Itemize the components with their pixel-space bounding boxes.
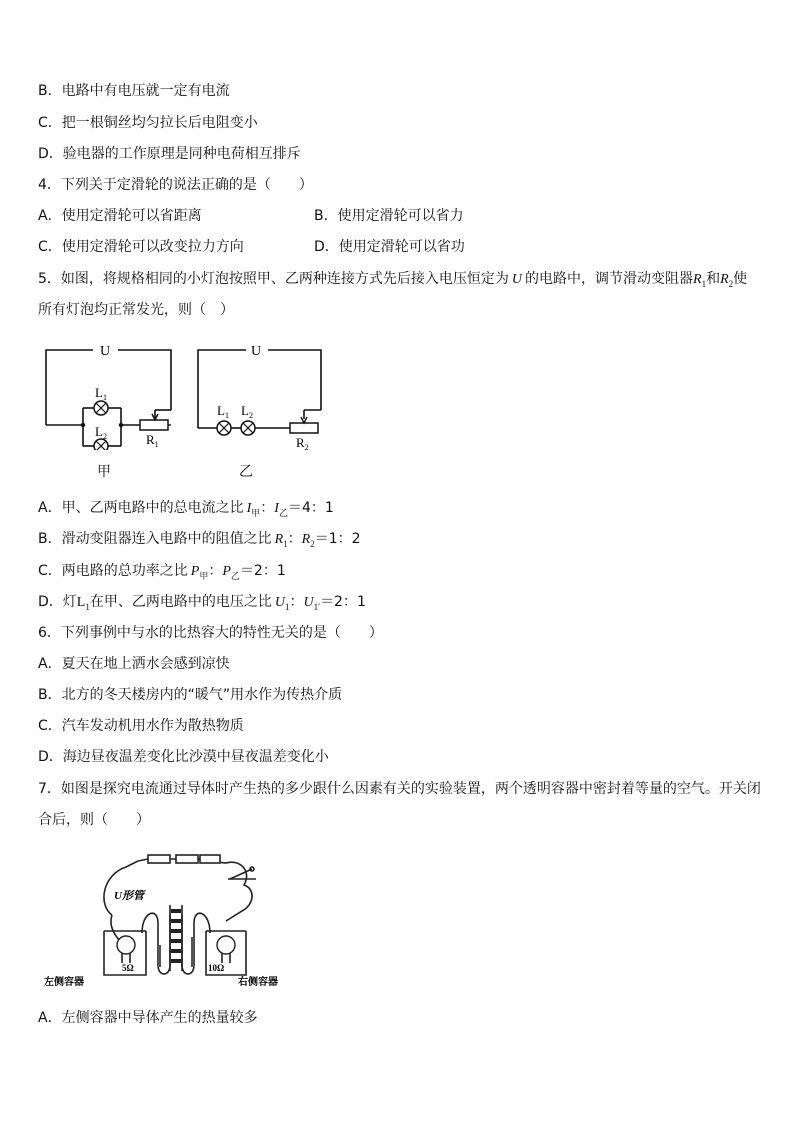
- q4-option-c: C．使用定滑轮可以改变拉力方向: [38, 239, 244, 255]
- q3-option-d: D．验电器的工作原理是同种电荷相互排斥: [38, 146, 301, 162]
- label-left-container: 左侧容器: [44, 977, 84, 988]
- q5-option-a: A．甲、乙两电路中的总电流之比 $I_甲$：$I_乙=4$：1: [38, 500, 334, 519]
- q4-stem: 4．下列关于定滑轮的说法正确的是（ ）: [38, 177, 313, 193]
- q5-option-d: D．灯$L_1$在甲、乙两电路中的电压之比 $U_1$：$U_{1'}=2$：1: [38, 594, 366, 612]
- q7-stem-line2: 合后，则（ ）: [38, 812, 150, 828]
- q6-option-c: C．汽车发动机用水作为散热物质: [38, 718, 244, 734]
- label-r2: $R_2$: [296, 435, 309, 450]
- q7-apparatus-figure: [30, 845, 290, 993]
- q5-stem-line2: 所有灯泡均正常发光，则（ ）: [38, 302, 234, 318]
- q7-option-a: A．左侧容器中导体产生的热量较多: [38, 1010, 258, 1026]
- q3-option-c: C．把一根铜丝均匀拉长后电阻变小: [38, 115, 258, 131]
- label-u-jia: U: [100, 344, 111, 359]
- label-l1-jia: $L_1$: [95, 385, 107, 402]
- q5-circuit-figure: [38, 340, 368, 450]
- q6-option-a: A．夏天在地上洒水会感到凉快: [38, 656, 230, 672]
- q4-option-d: D．使用定滑轮可以省功: [314, 239, 465, 255]
- q5-stem-line1: 5．如图，将规格相同的小灯泡按照甲、乙两种连接方式先后接入电压恒定为 U 的电路中，调节滑动变阻器$R_1$和$R_2$使: [38, 271, 748, 289]
- label-l2-jia: $L_2$: [95, 424, 107, 441]
- label-u-yi: U: [251, 344, 262, 359]
- rheostat-r1: [140, 420, 168, 430]
- q5-option-b: B．滑动变阻器连入电路中的阻值之比 $R_1$：$R_2=1$：2: [38, 531, 361, 549]
- q6-option-b: B．北方的冬天楼房内的“暖气”用水作为传热介质: [38, 687, 343, 703]
- q4-option-a: A．使用定滑轮可以省距离: [38, 208, 202, 224]
- label-5-ohm: 5Ω: [122, 963, 134, 973]
- label-r1: $R_1$: [146, 432, 159, 449]
- q6-stem: 6．下列事例中与水的比热容大的特性无关的是（ ）: [38, 625, 383, 641]
- q6-option-d: D．海边昼夜温差变化比沙漠中昼夜温差变化小: [38, 749, 329, 765]
- label-right-container: 右侧容器: [238, 977, 278, 988]
- q7-stem-line1: 7．如图是探究电流通过导体时产生热的多少跟什么因素有关的实验装置，两个透明容器中密封着等量的空气。开关闭: [38, 781, 761, 797]
- caption-yi: 乙: [239, 464, 253, 480]
- label-l2-yi: $L_2$: [241, 403, 253, 420]
- q4-option-b: B．使用定滑轮可以省力: [314, 208, 464, 224]
- q3-option-b: B．电路中有电压就一定有电流: [38, 83, 230, 99]
- caption-jia: 甲: [97, 464, 111, 480]
- q5-option-c: C．两电路的总功率之比 $P_甲$：$P_乙=2$：1: [38, 563, 286, 582]
- label-u-tube: U形管: [114, 890, 144, 902]
- label-10-ohm: 10Ω: [208, 963, 225, 973]
- label-l1-yi: $L_1$: [217, 403, 229, 420]
